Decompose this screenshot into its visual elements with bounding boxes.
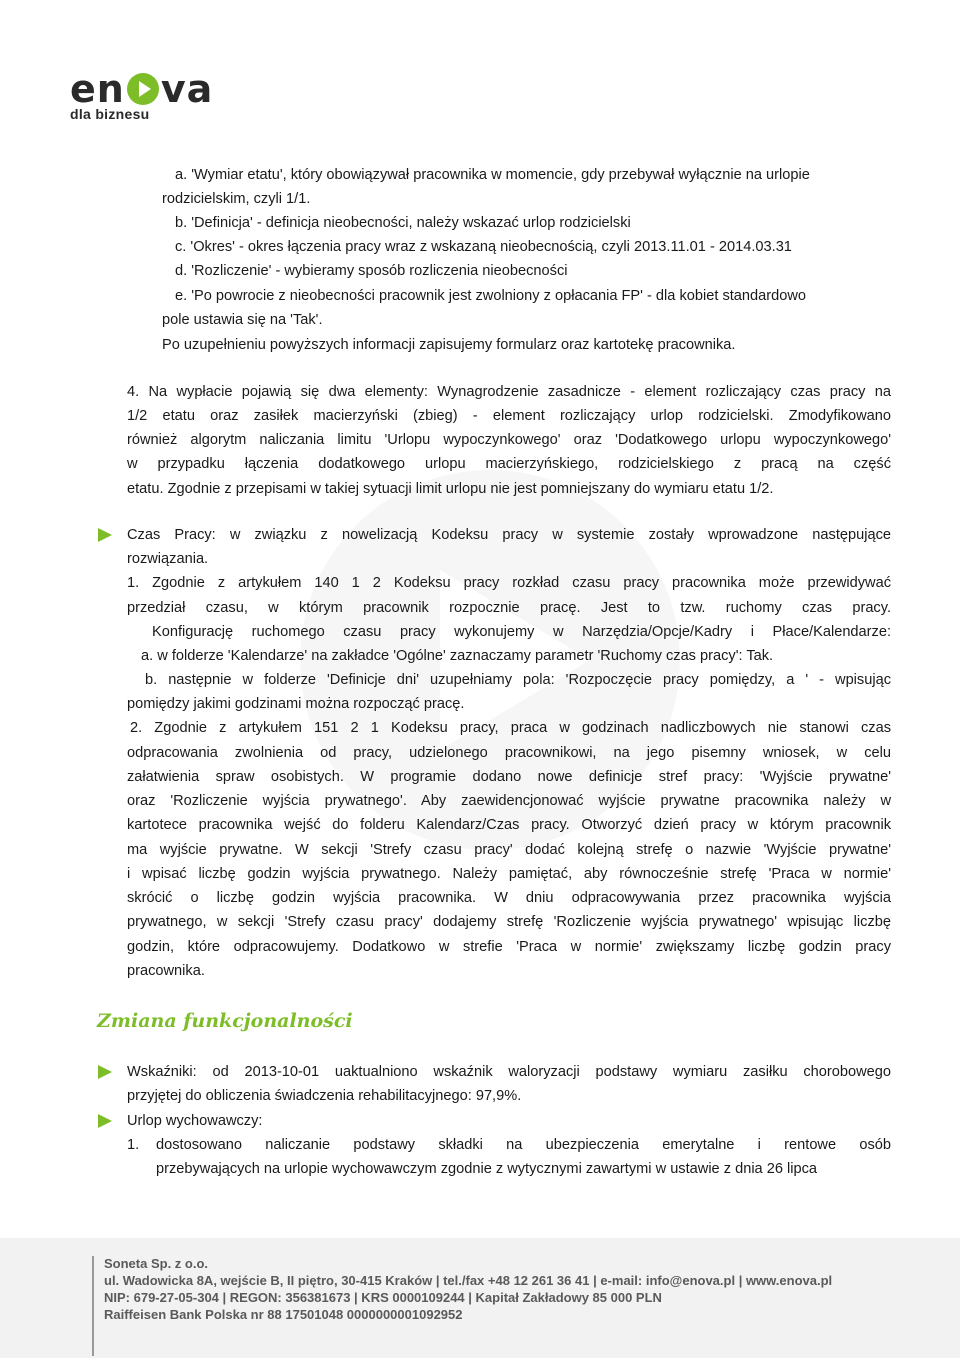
footer-company: Soneta Sp. z o.o. (104, 1256, 209, 1271)
text-line: Konfigurację ruchomego czasu pracy wykonujemy w Narzędzia/Opcje/Kadry i Płace/Kalendarze: (152, 624, 891, 640)
footer-divider (92, 1256, 94, 1356)
footer-registration: NIP: 679-27-05-304 | REGON: 356381673 | KRS 0000109244 | Kapitał Zakładowy 85 000 PLN (104, 1290, 662, 1305)
text-line: rodzicielskim, czyli 1/1. (162, 191, 311, 207)
logo-subtitle: dla biznesu (70, 106, 150, 122)
text-line: b. 'Definicja' - definicja nieobecności, należy wskazać urlop rodzicielski (175, 215, 631, 231)
text-line: ma wyjście prywatne. W sekcji 'Strefy czasu pracy' dodać kolejną strefę o nazwie 'Wyjście prywatne' (127, 842, 891, 858)
logo-text-start: en (70, 67, 125, 111)
text-line: 4. Na wypłacie pojawią się dwa elementy: Wynagrodzenie zasadnicze - element rozliczający czas pracy na (127, 384, 891, 400)
footer-bank: Raiffeisen Bank Polska nr 88 17501048 0000000001092952 (104, 1307, 463, 1322)
text-line: c. 'Okres' - okres łączenia pracy wraz z wskazaną nieobecnością, czyli 2013.11.01 - 2014.03.31 (175, 239, 792, 255)
text-line: również algorytm naliczania limitu 'Urlopu wypoczynkowego' oraz 'Dodatkowego urlopu wypoczynkowego' (127, 432, 891, 448)
text-line: kartotece pracownika wejść do folderu Kalendarz/Czas pracy. Otworzyć dzień pracy w którym pracownik (127, 817, 891, 833)
arrow-bullet-icon (98, 1114, 112, 1128)
text-line: przebywających na urlopie wychowawczym zgodnie z wytycznymi zawartymi w ustawie z dnia 26 lipca (156, 1161, 818, 1177)
text-line: pracownika. (127, 963, 205, 979)
text-line: dostosowano naliczanie podstawy składki na ubezpieczenia emerytalne i rentowe osób (156, 1137, 891, 1153)
text-line: w przypadku łączenia dodatkowego urlopu macierzyńskiego, rodzicielskiego z pracą na część (127, 456, 891, 472)
text-line: i wpisać liczbę godzin wyjścia prywatnego. Należy pamiętać, aby równocześnie strefę 'Praca w normie' (127, 866, 891, 882)
text-line: a. 'Wymiar etatu', który obowiązywał pracownika w momencie, gdy przebywał wyłącznie na urlopie (175, 167, 810, 183)
text-line: a. w folderze 'Kalendarze' na zakładce 'Ogólne' zaznaczamy parametr 'Ruchomy czas pracy': Tak. (141, 648, 774, 664)
text-line: 2. Zgodnie z artykułem 151 2 1 Kodeksu pracy, praca w godzinach nadliczbowych nie stanowi czas (130, 720, 891, 736)
text-line: skrócić o liczbę godzin wyjścia pracownika. W dniu odpracowywania przez pracownika wyjścia (127, 890, 891, 906)
text-line: prywatnego, w sekcji 'Strefy czasu pracy' dodajemy strefę 'Rozliczenie wyjścia prywatnego' wpisując liczbę (127, 914, 891, 930)
text-line: 1/2 etatu oraz zasiłek macierzyński (zbieg) - element rozliczający urlop rodzicielski. Zmodyfikowano (127, 408, 891, 424)
section-heading: Zmiana funkcjonalności (97, 1010, 353, 1032)
logo-wordmark (70, 67, 220, 111)
text-line: Czas Pracy: w związku z nowelizacją Kodeksu pracy w systemie zostały wprowadzone następujące (127, 527, 891, 543)
text-line: 1. Zgodnie z artykułem 140 1 2 Kodeksu pracy rozkład czasu pracy pracownika może przewidywać (127, 575, 891, 591)
logo-text-end: va (160, 67, 214, 111)
text-line: przedział czasu, w którym pracownik rozpocznie pracę. Jest to tzw. ruchomy czas pracy. (127, 600, 891, 616)
text-line: b. następnie w folderze 'Definicje dni' uzupełniamy pola: 'Rozpoczęcie pracy pomiędzy, a ' - wpisując (145, 672, 891, 688)
text-line: załatwienia spraw osobistych. W programie dodano nowe definicje stref pracy: 'Wyjście prywatne' (127, 769, 891, 785)
text-line: godzin, które odpracowujemy. Dodatkowo w strefie 'Praca w normie' zwiększamy liczbę godzin pracy (127, 939, 891, 955)
text-line: rozwiązania. (127, 551, 209, 567)
text-line: d. 'Rozliczenie' - wybieramy sposób rozliczenia nieobecności (175, 263, 568, 279)
text-line: Po uzupełnieniu powyższych informacji zapisujemy formularz oraz kartotekę pracownika. (162, 337, 736, 353)
footer-address: ul. Wadowicka 8A, wejście B, II piętro, 30-415 Kraków | tel./fax +48 12 261 36 41 | e-mail: info@enova.pl | www.enova.pl (104, 1273, 833, 1288)
text-line: pomiędzy jakimi godzinami można rozpocząć pracę. (127, 696, 465, 712)
play-icon (127, 73, 159, 105)
enova-logo (70, 67, 220, 125)
text-line: odpracowania zwolnienia od pracy, udzielonego pracownikowi, na jego pisemny wniosek, w celu (127, 745, 891, 761)
text-line: oraz 'Rozliczenie wyjścia prywatnego'. Aby zaewidencjonować wyjście prywatne pracownika należy w (127, 793, 891, 809)
list-number: 1. (127, 1137, 140, 1153)
text-line: pole ustawia się na 'Tak'. (162, 312, 323, 328)
arrow-bullet-icon (98, 1065, 112, 1079)
text-line: e. 'Po powrocie z nieobecności pracownik jest zwolniony z opłacania FP' - dla kobiet standardowo (175, 288, 807, 304)
text-line: Wskaźniki: od 2013-10-01 uaktualniono wskaźnik waloryzacji podstawy wymiaru zasiłku chorobowego (127, 1064, 891, 1080)
text-line: etatu. Zgodnie z przepisami w takiej sytuacji limit urlopu nie jest pomniejszany do wymiaru etatu 1/2. (127, 481, 774, 497)
text-line: Urlop wychowawczy: (127, 1113, 263, 1129)
page-footer (0, 1238, 960, 1358)
arrow-bullet-icon (98, 528, 112, 542)
text-line: przyjętej do obliczenia świadczenia rehabilitacyjnego: 97,9%. (127, 1088, 522, 1104)
